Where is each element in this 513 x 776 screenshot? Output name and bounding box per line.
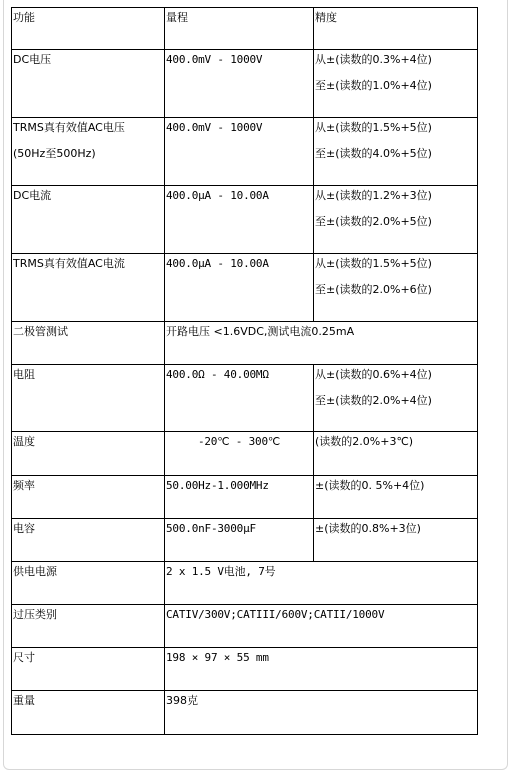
function-cell [12, 518, 165, 561]
accuracy-cell [314, 518, 478, 561]
table-row [12, 186, 478, 254]
accuracy-line: ±(读数的0. 5%+4位) [315, 478, 425, 492]
table-row [12, 561, 478, 604]
spec-table [11, 7, 478, 735]
range-cell: 50.00Hz-1.000MHz [165, 475, 314, 518]
accuracy-line: 至±(读数的4.0%+5位) [315, 147, 432, 161]
table-row [12, 50, 478, 118]
accuracy-line: 从±(读数的1.5%+5位) [315, 257, 432, 271]
function-cell [12, 475, 165, 518]
table-row [12, 365, 478, 432]
accuracy-line: 从±(读数的1.5%+5位) [315, 121, 432, 135]
header-function: 功能 [12, 8, 165, 50]
value-cell: 198 × 97 × 55 mm [165, 647, 478, 690]
function-label: 尺寸 [13, 650, 35, 664]
accuracy-cell [314, 475, 478, 518]
function-sublabel: (50Hz至500Hz) [13, 147, 96, 161]
range-cell: -20℃ - 300℃ [165, 432, 314, 475]
function-label: 电阻 [13, 368, 35, 382]
function-cell [12, 322, 165, 365]
accuracy-line: (读数的2.0%+3℃) [315, 435, 414, 449]
table-row [12, 690, 478, 734]
function-label: 二极管测试 [13, 325, 68, 339]
value-cell: 398克 [165, 690, 478, 734]
function-label: DC电流 [13, 189, 52, 203]
accuracy-line: 从±(读数的0.3%+4位) [315, 53, 432, 67]
table-row [12, 604, 478, 647]
function-cell [12, 647, 165, 690]
function-label: TRMS真有效值AC电压 [13, 121, 125, 135]
function-cell [12, 50, 165, 118]
function-cell [12, 432, 165, 475]
value-cell: 开路电压 <1.6VDC,测试电流0.25mA [165, 322, 478, 365]
accuracy-line: 至±(读数的2.0%+5位) [315, 215, 432, 229]
accuracy-line: 从±(读数的1.2%+3位) [315, 189, 432, 203]
range-cell: 400.0Ω - 40.00MΩ [165, 365, 314, 432]
function-cell [12, 118, 165, 186]
accuracy-cell [314, 186, 478, 254]
table-row [12, 322, 478, 365]
function-cell [12, 604, 165, 647]
range-cell: 400.0μA - 10.00A [165, 254, 314, 322]
value-cell: CATIV/300V;CATIII/600V;CATII/1000V [165, 604, 478, 647]
accuracy-line: 从±(读数的0.6%+4位) [315, 368, 432, 382]
function-label: 温度 [13, 435, 35, 449]
range-cell: 400.0mV - 1000V [165, 118, 314, 186]
value-cell: 2 x 1.5 V电池, 7号 [165, 561, 478, 604]
function-cell [12, 690, 165, 734]
range-cell: 400.0μA - 10.00A [165, 186, 314, 254]
function-label: 频率 [13, 478, 35, 492]
accuracy-line: 至±(读数的2.0%+6位) [315, 283, 432, 297]
accuracy-cell [314, 365, 478, 432]
accuracy-line: ±(读数的0.8%+3位) [315, 521, 421, 535]
function-cell [12, 254, 165, 322]
function-label: 重量 [13, 693, 35, 707]
function-label: 电容 [13, 521, 35, 535]
function-label: TRMS真有效值AC电流 [13, 257, 125, 271]
accuracy-cell [314, 432, 478, 475]
table-row [12, 475, 478, 518]
function-label: DC电压 [13, 53, 52, 67]
accuracy-cell [314, 118, 478, 186]
function-cell [12, 186, 165, 254]
table-row [12, 518, 478, 561]
table-row [12, 647, 478, 690]
header-range: 量程 [165, 8, 314, 50]
table-row [12, 432, 478, 475]
accuracy-line: 至±(读数的2.0%+4位) [315, 394, 432, 408]
function-cell [12, 365, 165, 432]
range-cell: 500.0nF-3000μF [165, 518, 314, 561]
function-label: 供电电源 [13, 564, 57, 578]
accuracy-line: 至±(读数的1.0%+4位) [315, 79, 432, 93]
function-label: 过压类别 [13, 607, 57, 621]
accuracy-cell [314, 50, 478, 118]
function-cell [12, 561, 165, 604]
header-row [12, 8, 478, 50]
header-accuracy: 精度 [314, 8, 478, 50]
range-cell: 400.0mV - 1000V [165, 50, 314, 118]
table-row [12, 254, 478, 322]
table-row [12, 118, 478, 186]
accuracy-cell [314, 254, 478, 322]
